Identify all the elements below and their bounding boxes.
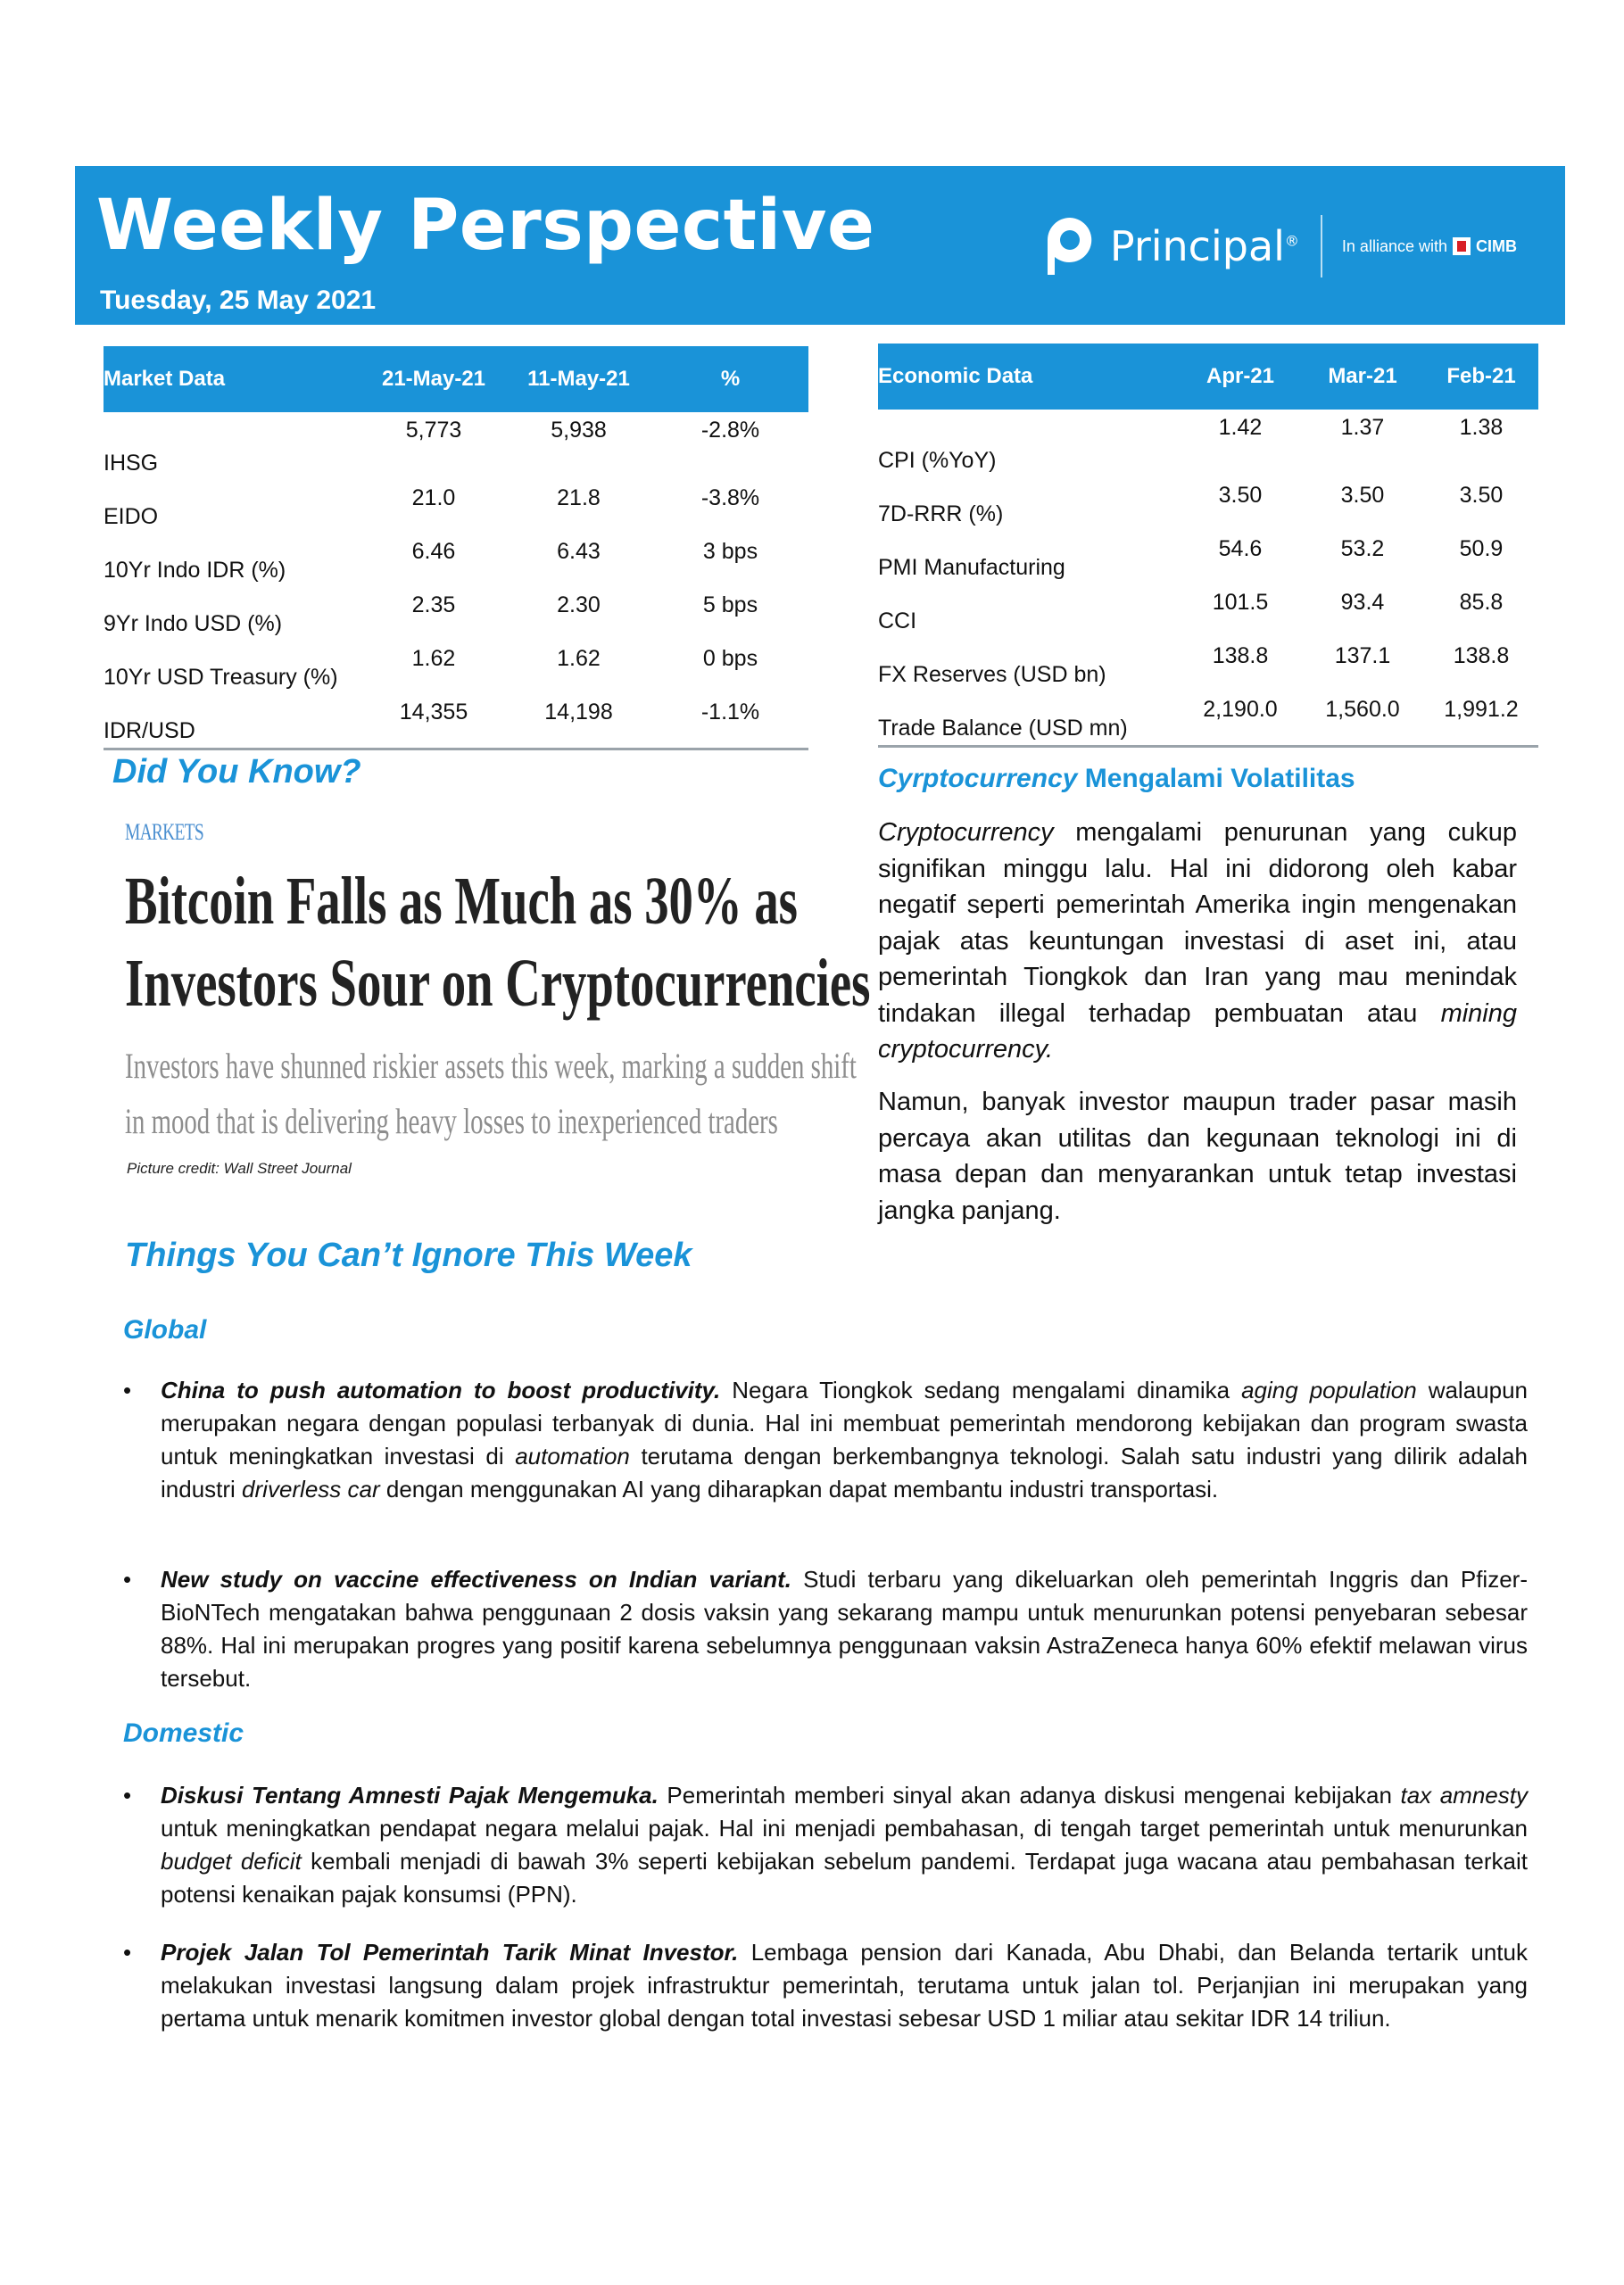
- global-heading: Global: [123, 1315, 207, 1345]
- table-cell: 2.35: [411, 592, 456, 617]
- column-header: Market Data: [104, 346, 362, 412]
- news-bullet: • China to push automation to boost productivity. Negara Tiongkok sedang mengalami dinamika aging population walaupun merupakan negara dengan populasi terbanyak di dunia. Hal ini membuat pemerintah mendorong kebijakan dan program swasta untuk meningkatkan investasi di automation terutama dengan berkembangnya teknologi. Salah satu industri yang dilirik adalah industri driverless car dengan menggunakan AI yang diharapkan dapat membantu industri transportasi.: [123, 1374, 1528, 1506]
- table-cell: 2.30: [557, 592, 601, 617]
- column-header: Economic Data: [878, 344, 1180, 410]
- table-cell: -2.8%: [700, 418, 760, 443]
- picture-credit: Picture credit: Wall Street Journal: [127, 1160, 352, 1177]
- column-header: Mar-21: [1301, 344, 1424, 410]
- table-cell: 5 bps: [702, 592, 758, 617]
- header-banner: [75, 166, 1565, 325]
- table-cell: 0 bps: [702, 646, 758, 671]
- table-cell: 138.8: [1212, 643, 1269, 668]
- crypto-paragraph: Cryptocurrency mengalami penurunan yang cukup signifikan minggu lalu. Hal ini didorong oleh kabar negatif seperti pemerintah Amerika ingin mengenakan pajak atas keuntungan investasi di aset ini, atau pemerintah Tiongkok dan Iran yang mau menindak tindakan illegal terhadap pembuatan atau mining cryptocurrency.: [878, 818, 1517, 1064]
- bullet-icon: •: [123, 1939, 132, 1966]
- table-row: [878, 691, 1538, 747]
- table-cell: 1.38: [1459, 415, 1504, 440]
- domestic-heading: Domestic: [123, 1718, 244, 1748]
- table-cell: 1.42: [1218, 415, 1263, 440]
- principal-logo: [1044, 209, 1517, 284]
- table-row: [104, 587, 808, 641]
- table-cell: 5,938: [551, 418, 607, 443]
- row-label: EIDO: [104, 504, 159, 529]
- table-cell: 1.62: [557, 646, 601, 671]
- table-row: [104, 694, 808, 749]
- row-label: IHSG: [104, 451, 159, 476]
- table-cell: 1,560.0: [1301, 691, 1424, 747]
- table-cell: 85.8: [1459, 590, 1504, 615]
- row-label: 10Yr Indo IDR (%): [104, 558, 286, 583]
- table-row: [878, 410, 1538, 477]
- row-label: PMI Manufacturing: [878, 555, 1065, 580]
- cimb-icon: [1453, 237, 1471, 255]
- row-label: FX Reserves (USD bn): [878, 662, 1106, 687]
- table-cell: -3.8%: [700, 485, 760, 510]
- row-label: 10Yr USD Treasury (%): [104, 665, 338, 690]
- table-cell: 3.50: [1459, 483, 1504, 508]
- table-cell: 53.2: [1340, 536, 1385, 561]
- table-cell: 93.4: [1340, 590, 1385, 615]
- table-cell: 3.50: [1340, 483, 1385, 508]
- column-header: 11-May-21: [505, 346, 652, 412]
- column-header: 21-May-21: [362, 346, 505, 412]
- table-cell: 1,991.2: [1424, 691, 1538, 747]
- table-cell: 1.62: [411, 646, 456, 671]
- table-cell: 137.1: [1334, 643, 1391, 668]
- page-title: Weekly Perspective: [96, 186, 875, 266]
- table-row: [104, 480, 808, 534]
- table-cell: 14,198: [505, 694, 652, 749]
- table-cell: 5,773: [405, 418, 462, 443]
- crypto-heading: Cyrptocurrency Mengalami Volatilitas: [878, 764, 1355, 793]
- table-row: [878, 584, 1538, 638]
- row-label: CCI: [878, 609, 917, 633]
- bullet-icon: •: [123, 1566, 132, 1593]
- bullet-icon: •: [123, 1782, 132, 1809]
- things-heading: Things You Can’t Ignore This Week: [125, 1237, 692, 1274]
- row-label: 9Yr Indo USD (%): [104, 611, 283, 636]
- table-row: [878, 531, 1538, 584]
- column-header: Feb-21: [1424, 344, 1538, 410]
- clip-subheadline: [125, 1039, 857, 1149]
- clip-category: MARKETS: [125, 819, 203, 845]
- news-bullet: • Diskusi Tentang Amnesti Pajak Mengemuka. Pemerintah memberi sinyal akan adanya diskusi mengenai kebijakan tax amnesty untuk meningkatkan pendapat negara melalui pajak. Hal ini menjadi pembahasan, di tengah target pemerintah untuk menurunkan budget deficit kembali menjadi di bawah 3% seperti kebijakan sebelum pandemi. Terdapat juga wacana atau pembahasan terkait potensi kenaikan pajak konsumsi (PPN).: [123, 1779, 1528, 1911]
- table-cell: 14,355: [362, 694, 505, 749]
- table-cell: 3 bps: [702, 539, 758, 564]
- table-cell: 50.9: [1459, 536, 1504, 561]
- table-cell: 3.50: [1218, 483, 1263, 508]
- table-cell: 6.46: [411, 539, 456, 564]
- report-date: Tuesday, 25 May 2021: [100, 286, 377, 315]
- row-label: CPI (%YoY): [878, 448, 997, 473]
- clip-headline-line: Investors Sour on Cryptocurrencies: [125, 946, 871, 1021]
- clip-subheadline-line: in mood that is delivering heavy losses to inexperienced traders: [125, 1101, 778, 1141]
- table-cell: 21.8: [557, 485, 601, 510]
- row-label: IDR/USD: [104, 694, 362, 749]
- table-cell: 138.8: [1453, 643, 1510, 668]
- cimb-brand-text: CIMB: [1476, 236, 1517, 255]
- bullet-icon: •: [123, 1377, 132, 1403]
- news-clipping-image: [125, 819, 871, 1185]
- table-cell: 6.43: [557, 539, 601, 564]
- table-cell: 101.5: [1212, 590, 1269, 615]
- logo-divider: [1321, 215, 1322, 277]
- clip-subheadline-line: Investors have shunned riskier assets this week, marking a sudden shift: [125, 1046, 857, 1086]
- table-row: [104, 534, 808, 587]
- table-cell: 54.6: [1218, 536, 1263, 561]
- column-header: Apr-21: [1180, 344, 1301, 410]
- column-header: %: [652, 346, 808, 412]
- news-bullet: • New study on vaccine effectiveness on Indian variant. Studi terbaru yang dikeluarkan oleh pemerintah Inggris dan Pfizer-BioNTech mengatakan bahwa penggunaan 2 dosis vaksin yang sekarang mampu untuk menurunkan potensi penyebaran sebesar 88%. Hal ini merupakan progres yang positif karena sebelumnya penggunaan vaksin AstraZeneca hanya 60% efektif melawan virus tersebut.: [123, 1563, 1528, 1695]
- table-cell: 1.37: [1340, 415, 1385, 440]
- alliance-text: In alliance with: [1341, 236, 1447, 255]
- economic-data-table: [878, 344, 1538, 748]
- row-label: Trade Balance (USD mn): [878, 691, 1180, 747]
- table-cell: 21.0: [411, 485, 456, 510]
- table-row: [104, 412, 808, 480]
- clip-headline: [125, 860, 871, 1024]
- table-cell: 2,190.0: [1180, 691, 1301, 747]
- principal-logo-icon: [1044, 214, 1096, 278]
- table-cell: -1.1%: [652, 694, 808, 749]
- market-data-table: [104, 346, 808, 750]
- principal-logo-text: Principal®: [1109, 222, 1299, 270]
- table-row: [878, 638, 1538, 691]
- table-row: [878, 477, 1538, 531]
- table-row: [104, 641, 808, 694]
- row-label: 7D-RRR (%): [878, 501, 1004, 526]
- table-header-row: [878, 344, 1538, 410]
- clip-headline-line: Bitcoin Falls as Much as 30% as: [125, 864, 798, 939]
- alliance-label: [1342, 237, 1517, 256]
- news-bullet: • Projek Jalan Tol Pemerintah Tarik Minat Investor. Lembaga pension dari Kanada, Abu Dhabi, dan Belanda tertarik untuk melakukan investasi langsung dalam projek infrastruktur pemerintah, terutama untuk jalan tol. Perjanjian ini merupakan yang pertama untuk menarik komitmen investor global dengan total investasi sebesar USD 1 miliar atau sekitar IDR 14 triliun.: [123, 1936, 1528, 2035]
- table-header-row: [104, 346, 808, 412]
- crypto-paragraph: Namun, banyak investor maupun trader pasar masih percaya akan utilitas dan kegunaan teknologi ini di masa depan dan menyarankan untuk tetap investasi jangka panjang.: [878, 1088, 1517, 1225]
- did-you-know-heading: Did You Know?: [112, 753, 361, 791]
